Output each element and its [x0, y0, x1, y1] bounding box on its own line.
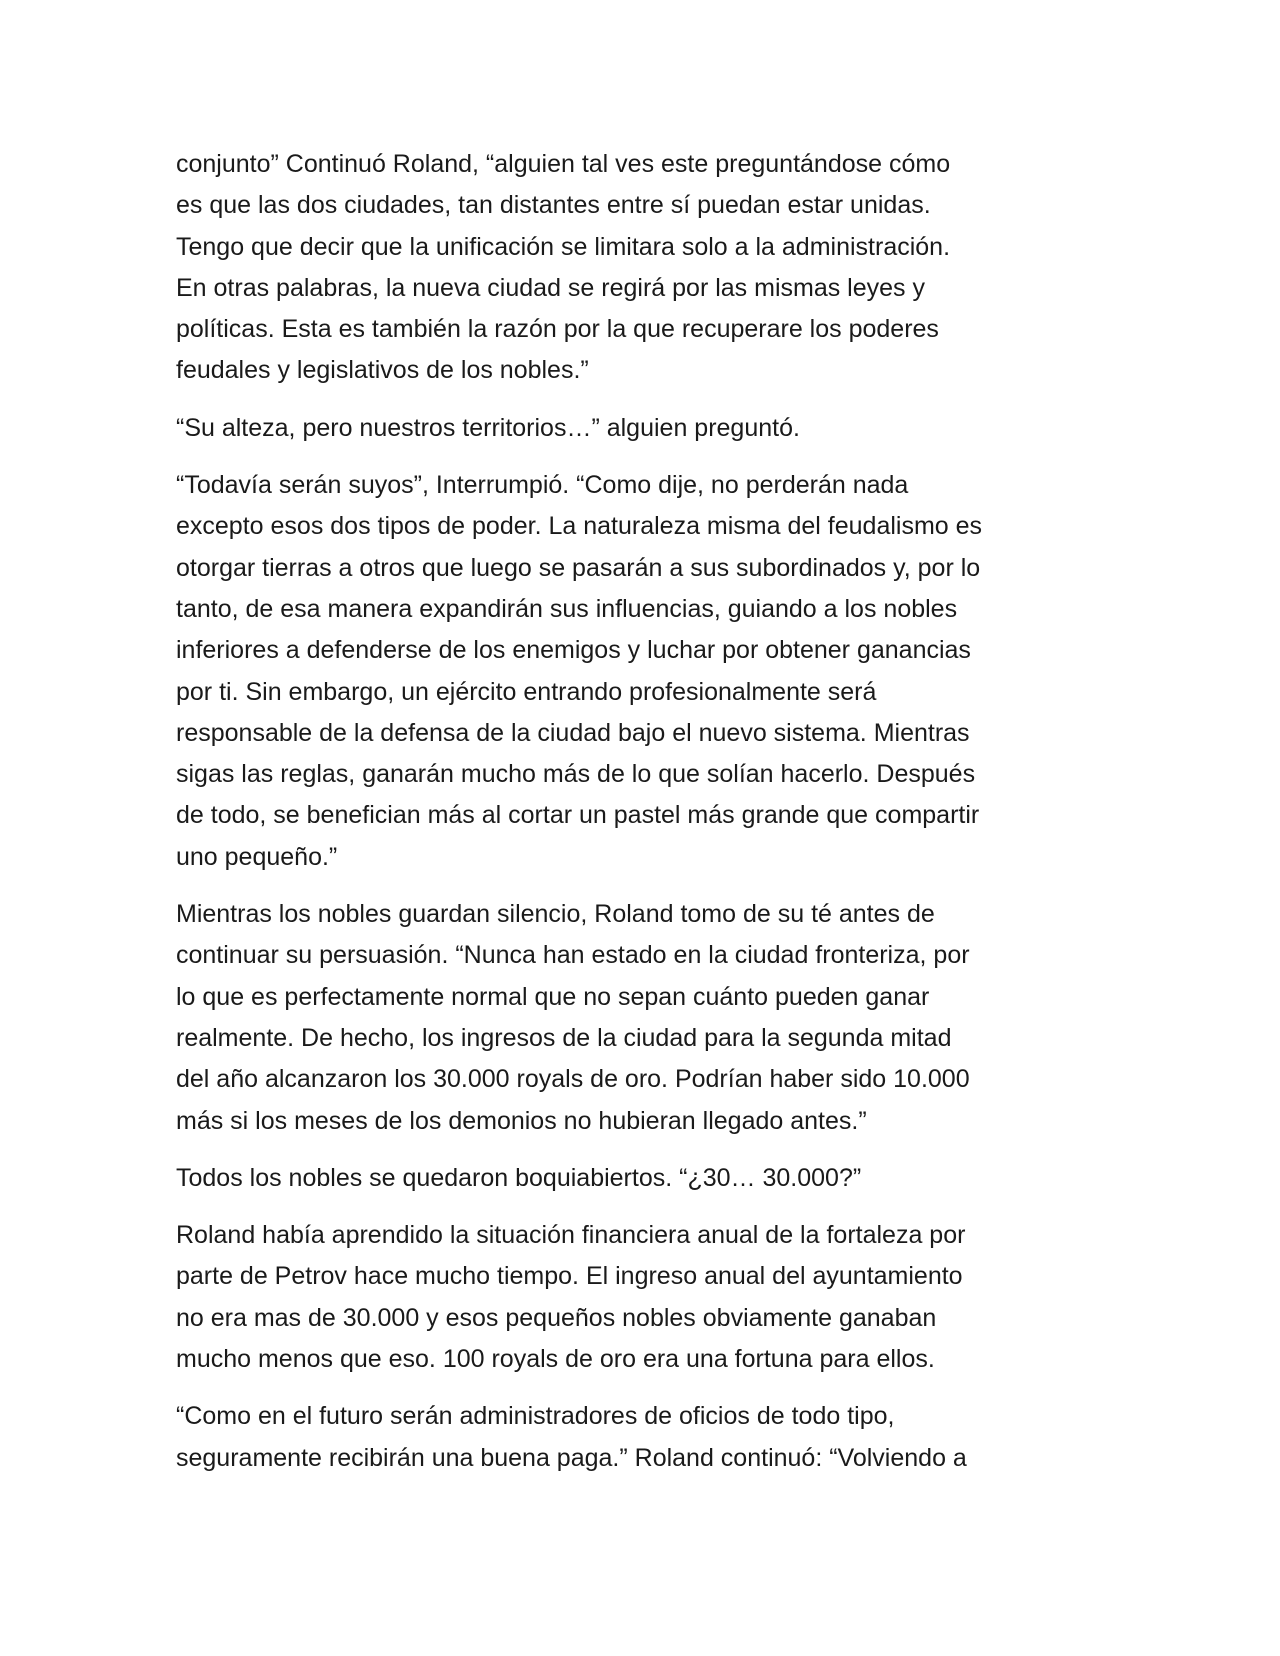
text-line: tanto, de esa manera expandirán sus influencias, guiando a los nobles [176, 594, 958, 623]
text-line: excepto esos dos tipos de poder. La naturaleza misma del feudalismo es [176, 512, 983, 541]
text-line: inferiores a defenderse de los enemigos y luchar por obtener ganancias [176, 636, 971, 665]
text-line: Todos los nobles se quedaron boquiabiertos. “¿30… 30.000?” [176, 1163, 862, 1192]
text-line: En otras palabras, la nueva ciudad se regirá por las mismas leyes y [176, 273, 925, 302]
text-line: del año alcanzaron los 30.000 royals de oro. Podrían haber sido 10.000 [176, 1065, 970, 1094]
text-line: Roland había aprendido la situación financiera anual de la fortaleza por [176, 1221, 966, 1250]
paragraph-2 [176, 408, 1106, 449]
paragraph-3 [176, 465, 1106, 878]
text-line: mucho menos que eso. 100 royals de oro era una fortuna para ellos. [176, 1345, 935, 1374]
text-line: lo que es perfectamente normal que no sepan cuánto pueden ganar [176, 982, 930, 1011]
text-line: “Como en el futuro serán administradores de oficios de todo tipo, [176, 1402, 895, 1431]
text-line: uno pequeño.” [176, 842, 338, 871]
paragraph-6 [176, 1215, 1106, 1380]
text-line: continuar su persuasión. “Nunca han estado en la ciudad fronteriza, por [176, 941, 970, 970]
text-line: no era mas de 30.000 y esos pequeños nobles obviamente ganaban [176, 1303, 937, 1332]
paragraph-5 [176, 1158, 1106, 1199]
text-line: responsable de la defensa de la ciudad bajo el nuevo sistema. Mientras [176, 718, 970, 747]
text-line: de todo, se benefician más al cortar un pastel más grande que compartir [176, 801, 980, 830]
text-line: Tengo que decir que la unificación se limitara solo a la administración. [176, 232, 951, 261]
text-line: conjunto” Continuó Roland, “alguien tal ves este preguntándose cómo [176, 150, 951, 178]
text-line: por ti. Sin embargo, un ejército entrando profesionalmente será [176, 677, 877, 706]
paragraph-4 [176, 894, 1106, 1142]
text-line: más si los meses de los demonios no hubieran llegado antes.” [176, 1106, 867, 1135]
text-line: parte de Petrov hace mucho tiempo. El ingreso anual del ayuntamiento [176, 1262, 963, 1291]
text-line: seguramente recibirán una buena paga.” Roland continuó: “Volviendo a [176, 1443, 967, 1472]
text-line: políticas. Esta es también la razón por la que recuperare los poderes [176, 315, 939, 344]
text-line: “Todavía serán suyos”, Interrumpió. “Como dije, no perderán nada [176, 471, 909, 500]
text-line: realmente. De hecho, los ingresos de la ciudad para la segunda mitad [176, 1023, 952, 1052]
text-line: otorgar tierras a otros que luego se pasarán a sus subordinados y, por lo [176, 553, 981, 582]
text-line: feudales y legislativos de los nobles.” [176, 356, 589, 385]
text-line: sigas las reglas, ganarán mucho más de lo que solían hacerlo. Después [176, 760, 976, 789]
paragraph-7 [176, 1396, 1106, 1479]
body-text [176, 144, 1106, 1495]
text-line: Mientras los nobles guardan silencio, Roland tomo de su té antes de [176, 900, 935, 929]
text-line: es que las dos ciudades, tan distantes entre sí puedan estar unidas. [176, 191, 931, 220]
paragraph-1 [176, 144, 1106, 392]
text-line: “Su alteza, pero nuestros territorios…” alguien preguntó. [176, 413, 800, 442]
